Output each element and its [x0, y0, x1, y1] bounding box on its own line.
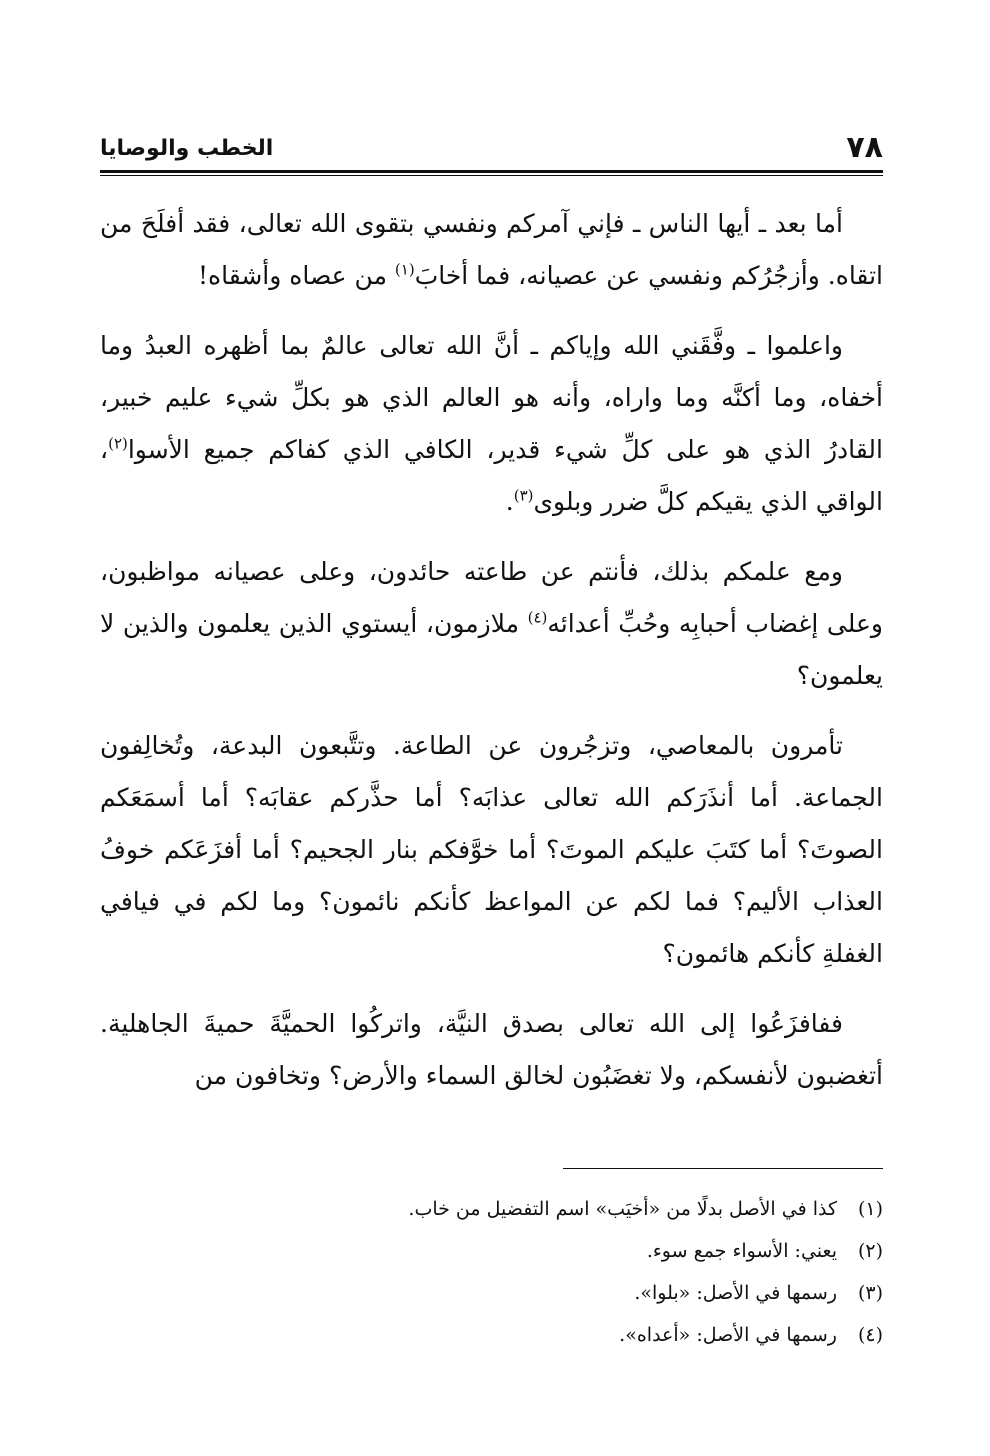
book-title: الخطب والوصايا	[100, 136, 274, 161]
text-segment: ففافزَعُوا إلى الله تعالى بصدق النيَّة، واتركُوا الحميَّةَ حميةَ الجاهلية. أتغضبون لأنفسكم، ولا تغضَبُون لخالق السماء والأرض؟ وتخافون من	[100, 1009, 883, 1090]
footnote-number: (٢)	[857, 1240, 883, 1262]
footnote-number: (٣)	[857, 1282, 883, 1304]
footnotes	[100, 1188, 883, 1356]
footnote-separator	[563, 1168, 883, 1169]
footnote-text: رسمها في الأصل: «أعداه».	[619, 1324, 837, 1346]
main-text	[100, 198, 883, 1102]
text-segment: من عصاه وأشقاه!	[197, 261, 395, 290]
header-rule	[100, 170, 883, 173]
text-segment: ، الواقي الذي يقيكم كلَّ ضرر وبلوى	[100, 435, 883, 516]
text-segment: ومع علمكم بذلك، فأنتم عن طاعته حائدون، وعلى عصيانه مواظبون، وعلى إغضاب أحبابِه وحُبِّ أعدائه	[100, 557, 883, 638]
footnote-text: رسمها في الأصل: «بلوا».	[634, 1282, 837, 1304]
footnote-number: (١)	[857, 1198, 883, 1220]
footnote-marker-4: (٤)	[527, 608, 548, 627]
footnote-marker-2: (٢)	[108, 434, 128, 453]
footnote-3	[100, 1272, 883, 1314]
footnote-2	[100, 1230, 883, 1272]
running-header	[100, 130, 883, 176]
text-segment: أما بعد ـ أيها الناس ـ فإني آمركم ونفسي بتقوى الله تعالى، فقد أفلَحَ من اتقاه. وأزجُرُكم ونفسي عن عصيانه، فما أخابَ	[100, 209, 883, 290]
footnote-text: يعني: الأسواء جمع سوء.	[646, 1240, 837, 1262]
paragraph-4	[100, 720, 883, 980]
footnote-4	[100, 1314, 883, 1356]
text-segment: واعلموا ـ وفَّقَني الله وإياكم ـ أنَّ الله تعالى عالمٌ بما أظهره العبدُ وما أخفاه، وما أكنَّه وما واراه، وأنه هو العالم الذي هو بكلِّ شيء عليم خبير، القادرُ الذي هو على كلِّ شيء قدير، الكافي الذي كفاكم جميع الأسوا	[100, 331, 883, 464]
text-segment: تأمرون بالمعاصي، وتزجُرون عن الطاعة. وتتَّبعون البدعة، وتُخالِفون الجماعة. أما أنذَرَكم الله تعالى عذابَه؟ أما حذَّركم عقابَه؟ أما أسمَعَكم الصوتَ؟ أما كتَبَ عليكم الموتَ؟ أما خوَّفكم بنار الجحيم؟ أما أفزَعَكم خوفُ العذاب الأليم؟ فما لكم عن المواعظ كأنكم نائمون؟ وما لكم في فيافي الغفلةِ كأنكم هائمون؟	[100, 731, 883, 968]
paragraph-5	[100, 998, 883, 1102]
footnote-number: (٤)	[857, 1324, 883, 1346]
header-rule-thin	[100, 175, 883, 176]
footnote-1	[100, 1188, 883, 1230]
text-segment: ملازمون، أيستوي الذين يعلمون والذين لا يعلمون؟	[100, 609, 883, 690]
paragraph-3	[100, 546, 883, 702]
text-segment: .	[505, 487, 514, 516]
footnote-marker-1: (١)	[394, 260, 415, 279]
paragraph-1	[100, 198, 883, 302]
paragraph-2	[100, 320, 883, 528]
page-number: ٧٨	[846, 130, 883, 165]
footnote-text: كذا في الأصل بدلًا من «أخيَب» اسم التفضيل من خاب.	[408, 1198, 837, 1220]
footnote-marker-3: (٣)	[513, 486, 534, 505]
